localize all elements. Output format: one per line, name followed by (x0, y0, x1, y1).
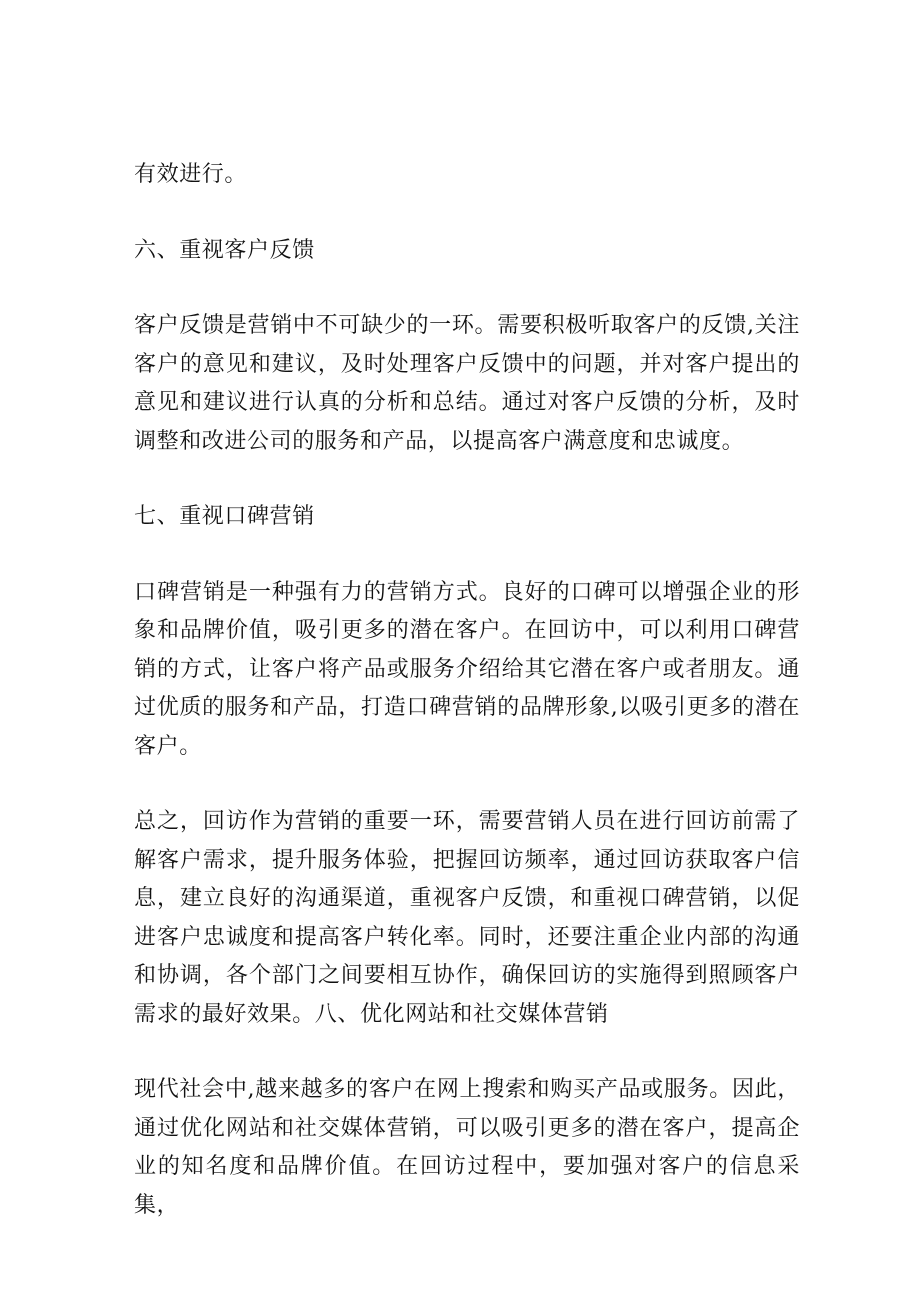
paragraph-word-of-mouth: 口碑营销是一种强有力的营销方式。良好的口碑可以增强企业的形象和品牌价值，吸引更多的潜在客户。在回访中，可以利用口碑营销的方式，让客户将产品或服务介绍给其它潜在客户或者朋友。通过优质的服务和产品，打造口碑营销的品牌形象,以吸引更多的潜在客户。 (134, 579, 800, 759)
paragraph-customer-feedback: 客户反馈是营销中不可缺少的一环。需要积极听取客户的反馈,关注客户的意见和建议，及时处理客户反馈中的问题，并对客户提出的意见和建议进行认真的分析和总结。通过对客户反馈的分析，及时调整和改进公司的服务和产品，以提高客户满意度和忠诚度。 (134, 313, 800, 454)
section-heading-customer-feedback: 六、重视客户反馈 (134, 237, 315, 263)
paragraph-continuation: 有效进行。 (134, 162, 248, 187)
paragraph-summary: 总之，回访作为营销的重要一环，需要营销人员在进行回访前需了解客户需求，提升服务体验，把握回访频率，通过回访获取客户信息，建立良好的沟通渠道，重视客户反馈，和重视口碑营销，以促进客户忠诚度和提高客户转化率。同时，还要注重企业内部的沟通和协调，各个部门之间要相互协作，确保回访的实施得到照顾客户需求的最好效果。八、优化网站和社交媒体营销 (134, 809, 800, 1027)
section-heading-word-of-mouth: 七、重视口碑营销 (134, 504, 315, 529)
document-body (134, 156, 800, 1262)
paragraph-website-social-media: 现代社会中,越来越多的客户在网上搜索和购买产品或服务。因此，通过优化网站和社交媒体营销，可以吸引更多的潜在客户，提高企业的知名度和品牌价值。在回访过程中，要加强对客户的信息采集， (134, 1077, 800, 1218)
